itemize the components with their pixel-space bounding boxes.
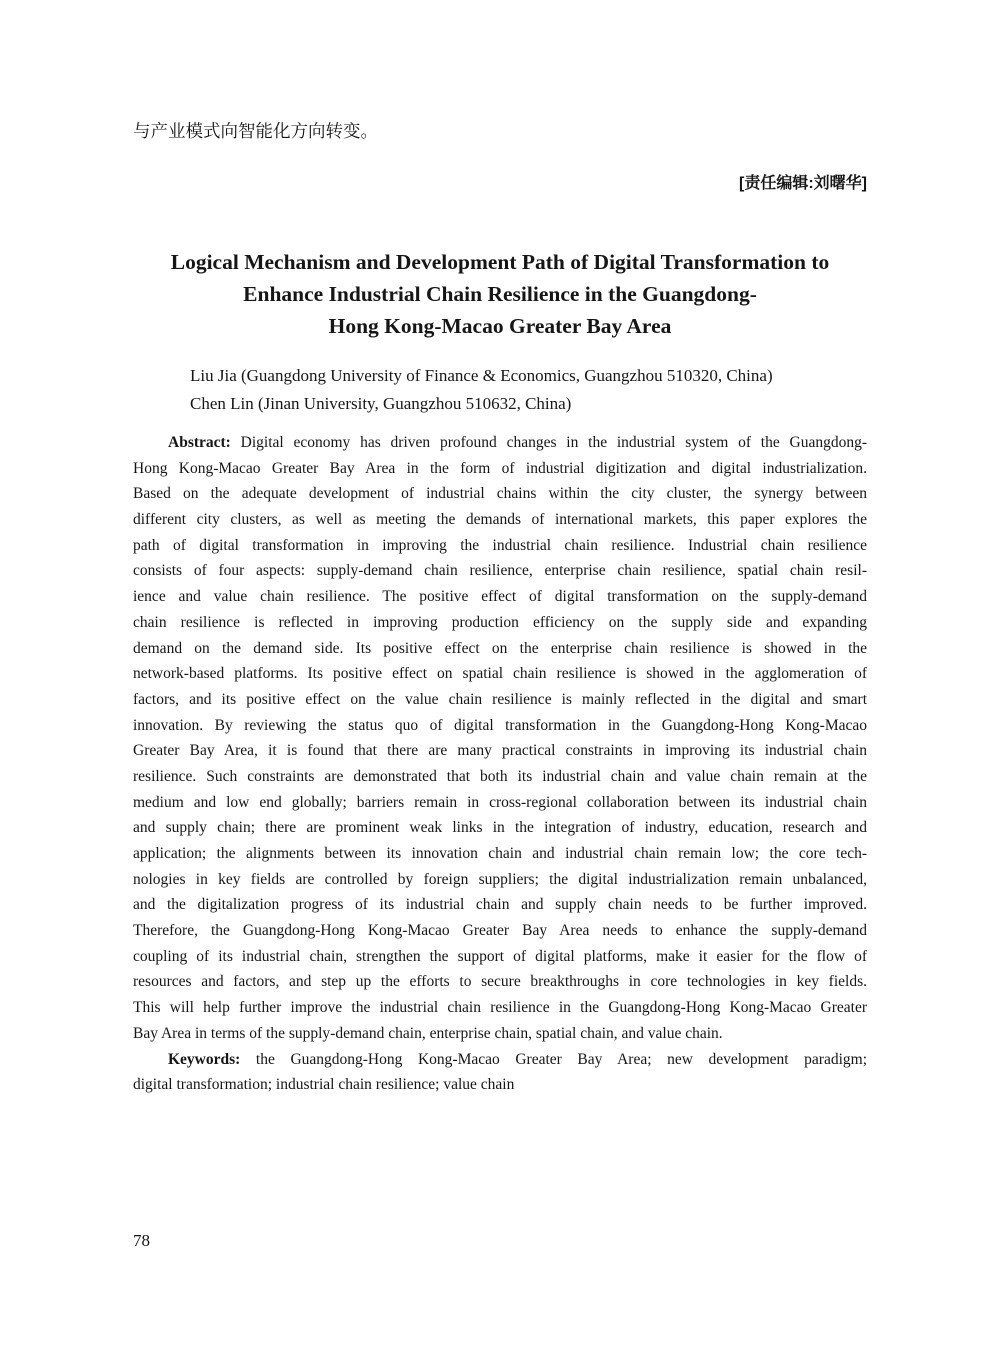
abstract-section	[133, 430, 867, 1047]
abstract-line: resilience. Such constraints are demonstrated that both its industrial chain and value chain remain at the	[133, 767, 867, 785]
abstract-line: Greater Bay Area, it is found that there are many practical constraints in improving its industrial chain	[133, 742, 867, 760]
abstract-line-text: Digital economy has driven profound changes in the industrial system of the Guangdong-	[240, 434, 867, 451]
abstract-line: and the digitalization progress of its industrial chain and supply chain needs to be further improved.	[133, 896, 867, 914]
abstract-line: Bay Area in terms of the supply-demand chain, enterprise chain, spatial chain, and value chain.	[133, 1024, 723, 1042]
abstract-line: Hong Kong-Macao Greater Bay Area in the form of industrial digitization and digital industrialization.	[133, 459, 867, 477]
abstract-line	[133, 430, 867, 456]
abstract-line: path of digital transformation in improving the industrial chain resilience. Industrial chain resilience	[133, 536, 867, 554]
previous-article-trailing-text: 与产业模式向智能化方向转变。	[133, 121, 378, 141]
author-affiliation-line: Chen Lin (Jinan University, Guangzhou 510632, China)	[190, 393, 572, 413]
abstract-line: nologies in key fields are controlled by foreign suppliers; the digital industrialization remain unbalanced,	[133, 870, 867, 888]
article-title-line: Logical Mechanism and Development Path of Digital Transformation to	[170, 250, 830, 274]
article-title-line: Enhance Industrial Chain Resilience in the Guangdong-	[243, 282, 757, 306]
article-title	[133, 246, 867, 342]
abstract-line: medium and low end globally; barriers remain in cross-regional collaboration between its industrial chain	[133, 793, 867, 811]
abstract-line: demand on the demand side. Its positive effect on the enterprise chain resilience is showed in the	[133, 639, 867, 657]
abstract-line: different city clusters, as well as meeting the demands of international markets, this paper explores the	[133, 511, 867, 529]
author-affiliation-line: Liu Jia (Guangdong University of Finance & Economics, Guangzhou 510320, China)	[190, 366, 773, 385]
abstract-line: chain resilience is reflected in improving production efficiency on the supply side and expanding	[133, 613, 867, 631]
keywords-line-text: the Guangdong-Hong Kong-Macao Greater Bay Area; new development paradigm;	[255, 1050, 867, 1068]
abstract-line: application; the alignments between its innovation chain and industrial chain remain low; the core tech-	[133, 845, 867, 862]
article-title-line: Hong Kong-Macao Greater Bay Area	[328, 314, 672, 338]
responsible-editor-credit: [责任编辑:刘曙华]	[739, 175, 867, 192]
abstract-line: consists of four aspects: supply-demand chain resilience, enterprise chain resilience, spatial chain resil-	[133, 562, 867, 580]
page-content	[133, 0, 867, 1098]
page-number: 78	[133, 1231, 150, 1250]
keywords-line	[133, 1047, 867, 1073]
keywords-line: digital transformation; industrial chain resilience; value chain	[133, 1076, 515, 1094]
abstract-line: innovation. By reviewing the status quo of digital transformation in the Guangdong-Hong Kong-Macao	[133, 716, 867, 734]
abstract-line: ience and value chain resilience. The positive effect of digital transformation on the supply-demand	[133, 588, 867, 606]
abstract-line: coupling of its industrial chain, strengthen the support of digital platforms, make it easier for the flow of	[133, 947, 867, 965]
abstract-line: Based on the adequate development of industrial chains within the city cluster, the synergy between	[133, 485, 867, 503]
abstract-line: and supply chain; there are prominent weak links in the integration of industry, education, research and	[133, 819, 867, 837]
abstract-line: This will help further improve the industrial chain resilience in the Guangdong-Hong Kong-Macao Greater	[133, 999, 867, 1017]
abstract-line: factors, and its positive effect on the value chain resilience is mainly reflected in the digital and smart	[133, 690, 867, 708]
keywords-label: Keywords:	[168, 1050, 241, 1068]
keywords-section	[133, 1047, 867, 1098]
abstract-line: resources and factors, and step up the efforts to secure breakthroughs in core technologies in key fields.	[133, 973, 867, 991]
abstract-line: Therefore, the Guangdong-Hong Kong-Macao Greater Bay Area needs to enhance the supply-demand	[133, 922, 867, 940]
abstract-label: Abstract:	[168, 434, 231, 451]
author-block	[133, 362, 867, 417]
abstract-line: network-based platforms. Its positive effect on spatial chain resilience is showed in the agglomeration of	[133, 665, 867, 683]
